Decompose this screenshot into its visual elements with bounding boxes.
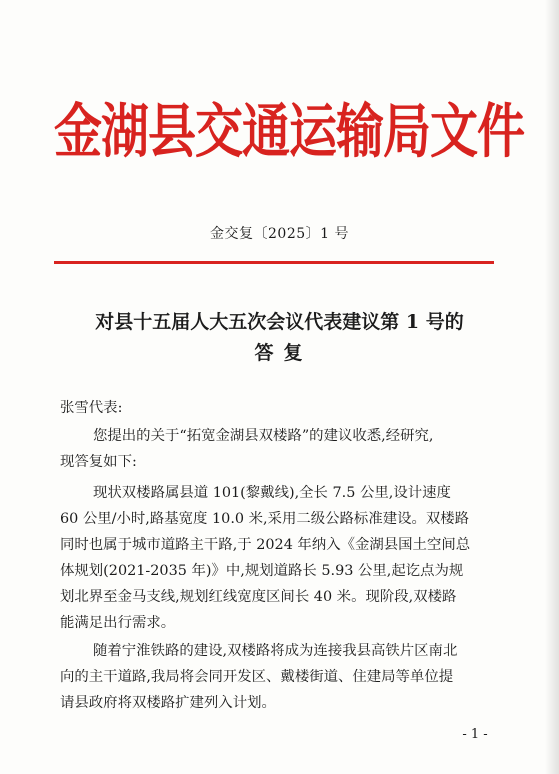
paragraph-2-line: 60 公里/小时,路基宽度 10.0 米,采用二级公路标准建设。双楼路 — [60, 511, 470, 527]
page-edge-shadow — [545, 0, 559, 774]
paragraph-2-line: 划北界至金马支线,规划红线宽度区间长 40 米。现阶段,双楼路 — [60, 589, 457, 605]
document-header-title: 金湖县交通运输局文件 — [54, 97, 525, 167]
paragraph-2-line: 能满足出行需求。 — [60, 615, 176, 631]
paragraph-3-line: 随着宁淮铁路的建设,双楼路将成为连接我县高铁片区南北 — [93, 643, 458, 659]
paragraph-1-line: 现答复如下: — [60, 454, 137, 470]
paragraph-2-line: 现状双楼路属县道 101(黎戴线),全长 7.5 公里,设计速度 — [93, 485, 451, 501]
paragraph-3-line: 向的主干道路,我局将会同开发区、戴楼街道、住建局等单位提 — [60, 669, 454, 685]
reply-title-line-2: 答复 — [254, 342, 313, 364]
paragraph-2-line: 体规划(2021-2035 年)》中,规划道路长 5.93 公里,起讫点为规 — [60, 563, 464, 579]
page-number: - 1 - — [462, 727, 488, 742]
document-number: 金交复〔2025〕1 号 — [210, 226, 349, 242]
paragraph-3-line: 请县政府将双楼路扩建列入计划。 — [60, 695, 276, 711]
reply-title-line-1: 对县十五届人大五次会议代表建议第 1 号的 — [95, 311, 464, 333]
paragraph-1-line: 您提出的关于“拓宽金湖县双楼路”的建议收悉,经研究, — [93, 428, 434, 444]
header-red-rule — [54, 261, 494, 264]
salutation: 张雪代表: — [60, 400, 123, 416]
paragraph-2-line: 同时也属于城市道路主干路,于 2024 年纳入《金湖县国土空间总 — [60, 537, 471, 553]
